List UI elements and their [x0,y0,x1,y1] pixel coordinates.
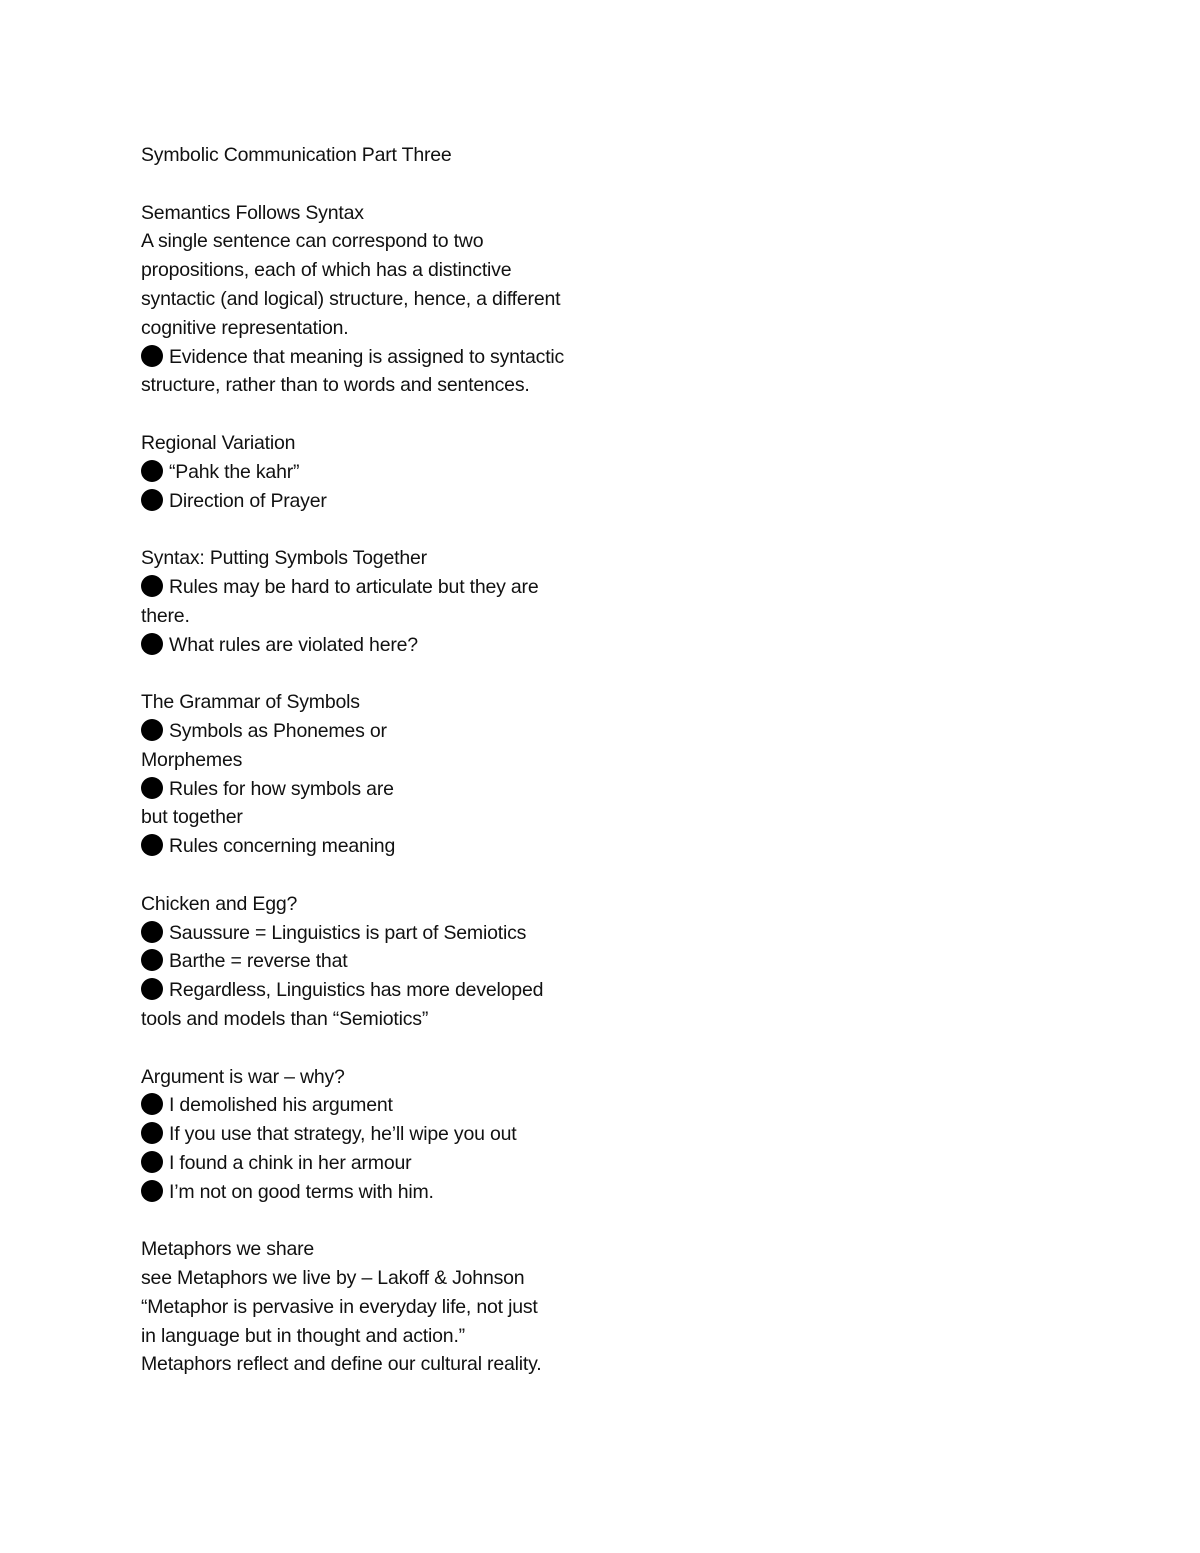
paragraph-line [141,746,641,775]
bullet-dot-icon [141,777,163,799]
paragraph-line [141,1350,641,1379]
line-text: syntactic (and logical) structure, hence, a different [141,287,561,310]
bullet-item [141,775,641,804]
line-text: I’m not on good terms with him. [169,1180,434,1203]
bullet-dot-icon [141,460,163,482]
paragraph-line [141,256,641,285]
paragraph-line [141,1293,641,1322]
line-text: see Metaphors we live by – Lakoff & Johnson [141,1267,525,1290]
paragraph-line [141,227,641,256]
bullet-item [141,919,641,948]
bullet-dot-icon [141,719,163,741]
section-heading: Regional Variation [141,431,296,454]
bullet-item [141,976,641,1005]
bullet-dot-icon [141,1151,163,1173]
document-title: Symbolic Communication Part Three [141,144,452,166]
line-text: “Pahk the kahr” [169,460,300,483]
paragraph-line [141,371,641,400]
line-text: Regardless, Linguistics has more developed [169,979,544,1002]
bullet-item [141,717,641,746]
line-text: in language but in thought and action.” [141,1324,465,1347]
paragraph-line [141,602,641,631]
bullet-item [141,487,641,516]
line-text: Rules may be hard to articulate but they are [169,575,539,598]
line-text: Barthe = reverse that [169,950,348,973]
line-text: cognitive representation. [141,316,349,339]
bullet-dot-icon [141,633,163,655]
paragraph-line [141,1264,641,1293]
section-heading: Syntax: Putting Symbols Together [141,547,427,570]
line-text: I demolished his argument [169,1094,393,1117]
section-heading: Metaphors we share [141,1238,315,1261]
section-heading: Argument is war – why? [141,1065,345,1088]
line-text: propositions, each of which has a distinctive [141,259,512,282]
line-text: there. [141,604,190,627]
line-text: I found a chink in her armour [169,1151,412,1174]
bullet-item [141,458,641,487]
section-heading: The Grammar of Symbols [141,691,360,714]
line-text: Saussure = Linguistics is part of Semiotics [169,921,527,944]
paragraph-line [141,1322,641,1351]
bullet-dot-icon [141,1180,163,1202]
bullet-item [141,343,641,372]
bullet-dot-icon [141,575,163,597]
spacer [141,659,641,688]
line-text: Rules concerning meaning [169,835,396,858]
spacer [141,1206,641,1235]
spacer [141,515,641,544]
line-text: Symbols as Phonemes or [169,719,387,742]
paragraph-line [141,1005,641,1034]
paragraph-line [141,803,641,832]
bullet-item [141,1149,641,1178]
line-text: Rules for how symbols are [169,777,394,800]
bullet-dot-icon [141,1122,163,1144]
bullet-dot-icon [141,921,163,943]
line-text: What rules are violated here? [169,633,418,656]
bullet-dot-icon [141,345,163,367]
line-text: “Metaphor is pervasive in everyday life, not just [141,1295,538,1318]
section-heading: Chicken and Egg? [141,892,298,915]
line-text: If you use that strategy, he’ll wipe you out [169,1123,517,1146]
bullet-dot-icon [141,834,163,856]
bullet-dot-icon [141,978,163,1000]
paragraph-line [141,314,641,343]
line-text: structure, rather than to words and sentences. [141,374,530,397]
spacer [141,1034,641,1063]
bullet-item [141,1120,641,1149]
line-text: Evidence that meaning is assigned to syntactic [169,345,565,368]
line-text: but together [141,806,243,829]
bullet-dot-icon [141,949,163,971]
line-text: Direction of Prayer [169,489,327,512]
bullet-dot-icon [141,489,163,511]
spacer [141,861,641,890]
spacer [141,400,641,429]
bullet-item [141,631,641,660]
line-text: Metaphors reflect and define our cultural reality. [141,1353,542,1376]
spacer [141,170,641,199]
bullet-dot-icon [141,1093,163,1115]
document-page [141,141,641,1379]
bullet-item [141,832,641,861]
line-text: A single sentence can correspond to two [141,230,484,253]
bullet-item [141,1178,641,1207]
line-text: Morphemes [141,748,243,771]
section-heading: Semantics Follows Syntax [141,201,364,224]
bullet-item [141,573,641,602]
bullet-item [141,947,641,976]
paragraph-line [141,285,641,314]
line-text: tools and models than “Semiotics” [141,1007,429,1030]
bullet-item [141,1091,641,1120]
